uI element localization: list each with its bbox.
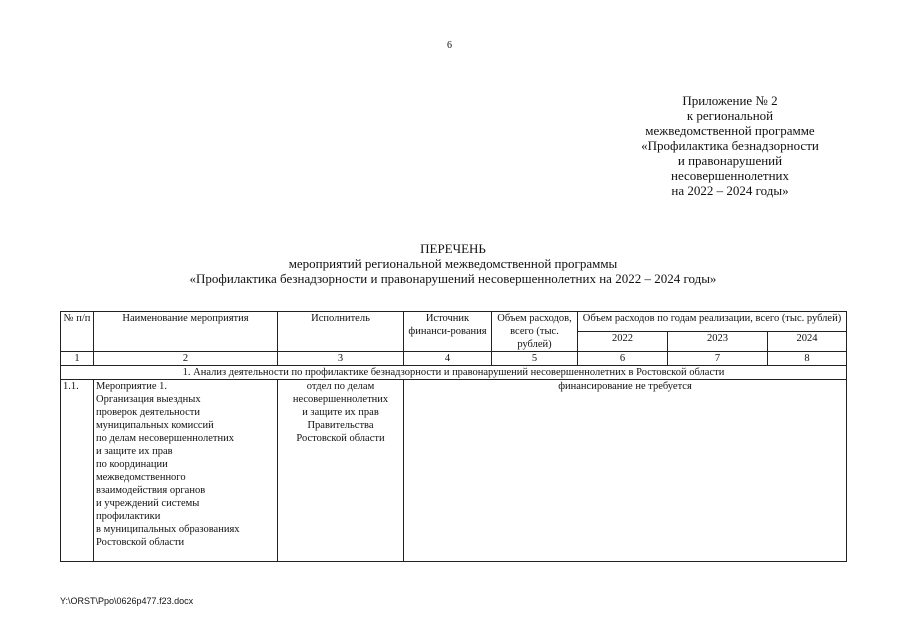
appendix-block [610, 93, 850, 198]
measure-name-line: профилактики [96, 511, 161, 522]
executor-line: Правительства [307, 420, 374, 431]
file-path: Y:\ORST\Ppo\0626p477.f23.docx [60, 596, 194, 606]
executor-line: и защите их прав [302, 407, 379, 418]
col-number: 6 [578, 352, 668, 366]
measure-name-line: Ростовской области [96, 537, 185, 548]
appendix-line: межведомственной программе [645, 123, 815, 138]
document-title [60, 241, 846, 286]
col-number: 2 [94, 352, 278, 366]
measure-name-line: по координации [96, 459, 168, 470]
section-title: 1. Анализ деятельности по профилактике безнадзорности и правонарушений несовершеннолетних в Ростовской области [61, 366, 847, 380]
measure-name-line: межведомственного [96, 472, 186, 483]
appendix-line: на 2022 – 2024 годы» [671, 183, 789, 198]
col-number: 3 [278, 352, 404, 366]
appendix-line: Приложение № 2 [682, 93, 778, 108]
measure-name-line: муниципальных комиссий [96, 420, 214, 431]
appendix-line: «Профилактика безнадзорности [641, 138, 819, 153]
header-name: Наименование мероприятия [94, 312, 278, 352]
appendix-line: несовершеннолетних [670, 168, 790, 183]
measure-name-line: Мероприятие 1. [96, 381, 168, 392]
executor-line: Ростовской области [296, 433, 385, 444]
measure-name-line: по делам несовершеннолетних [96, 433, 234, 444]
measure-name-line: взаимодействия органов [96, 485, 206, 496]
appendix-line: к региональной [686, 108, 774, 123]
col-number: 4 [404, 352, 492, 366]
header-executor: Исполнитель [278, 312, 404, 352]
measure-name-line: в муниципальных образованиях [96, 524, 240, 535]
measure-name-line: и защите их прав [96, 446, 173, 457]
executor-line: несовершеннолетних [292, 394, 389, 405]
title-line-2: «Профилактика безнадзорности и правонарушений несовершеннолетних на 2022 – 2024 годы» [189, 271, 717, 286]
header-num: № п/п [61, 312, 94, 352]
measure-name-line: Организация выездных [96, 394, 201, 405]
appendix-line: и правонарушений [677, 153, 783, 168]
header-year-2022: 2022 [578, 332, 668, 352]
header-volume: Объем расходов, всего (тыс. рублей) [492, 312, 578, 352]
col-number: 8 [768, 352, 847, 366]
table-row [61, 380, 847, 562]
column-number-row [61, 352, 847, 366]
col-number: 5 [492, 352, 578, 366]
header-source: Источник финанси-рования [404, 312, 492, 352]
measures-table [60, 311, 847, 562]
row-number: 1.1. [61, 380, 94, 562]
executor-line: отдел по делам [306, 381, 375, 392]
measure-name [94, 380, 278, 562]
title-line-1: мероприятий региональной межведомственной программы [288, 256, 618, 271]
executor [278, 380, 404, 562]
page-number: 6 [447, 40, 452, 51]
col-number: 7 [668, 352, 768, 366]
financing-note: финансирование не требуется [404, 380, 847, 562]
title-heading: ПЕРЕЧЕНЬ [420, 241, 486, 256]
header-year-2023: 2023 [668, 332, 768, 352]
header-by-years: Объем расходов по годам реализации, всего (тыс. рублей) [578, 312, 847, 332]
section-row [61, 366, 847, 380]
header-year-2024: 2024 [768, 332, 847, 352]
measure-name-line: проверок деятельности [96, 407, 201, 418]
measure-name-line: и учреждений системы [96, 498, 200, 509]
col-number: 1 [61, 352, 94, 366]
